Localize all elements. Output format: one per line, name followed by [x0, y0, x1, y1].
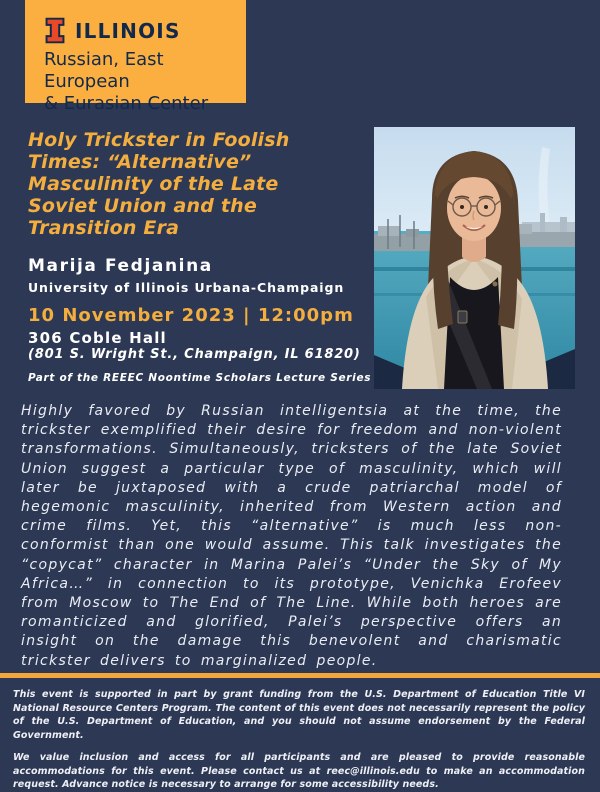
center-name-line1: Russian, East European	[44, 49, 164, 92]
speaker-affiliation: University of Illinois Urbana-Champaign	[28, 280, 345, 295]
series-note: Part of the REEEC Noontime Scholars Lecture Series	[28, 372, 372, 384]
event-venue: 306 Coble Hall	[28, 329, 167, 347]
center-name-line2: & Eurasian Center	[44, 93, 209, 114]
illinois-wordmark: ILLINOIS	[75, 18, 181, 43]
event-address: (801 S. Wright St., Champaign, IL 61820)	[28, 347, 361, 362]
center-name	[44, 49, 246, 115]
accessibility-note: We value inclusion and access for all participants and are pleased to provide reasonable accommodations for this event. Please contact us at reec@illinois.edu to make an accommodation request. Advance notice is necessary to arrange for some accessibility needs.	[13, 752, 585, 790]
lecture-title: Holy Trickster in Foolish Times: “Alternative” Masculinity of the Late Soviet Union and the Transition Era	[28, 129, 290, 239]
reeec-header-badge	[25, 0, 246, 114]
event-date-time: 10 November 2023 | 12:00pm	[28, 305, 354, 326]
funding-disclaimer: This event is supported in part by grant funding from the U.S. Department of Education Title VI National Resource Centers Program. The content of this event does not necessarily represent the policy of the U.S. Department of Education, and you should not assume endorsement by the Federal Government.	[13, 689, 585, 741]
footer	[0, 678, 600, 790]
block-i-icon	[44, 17, 66, 44]
illinois-logo	[44, 17, 246, 44]
speaker-photo	[374, 127, 575, 389]
abstract-text: Highly favored by Russian intelligentsia at the time, the trickster exemplified their desire for freedom and non-violent transformations. Simultaneously, tricksters of the late Soviet Union suggest a particular type of masculinity, which will later be juxtaposed with a crude patriarchal model of hegemonic masculinity, inherited from Western action and crime films. Yet, this “alternative” is much less non-conformist than one would assume. This talk investigates the “copycat” character in Marina Palei’s “Under the Sky of My Africa…” in connection to its prototype, Venichka Erofeev from Moscow to The End of The Line. While both heroes are romanticized and glorified, Palei’s perspective offers an insight on the damage this benevolent and charismatic trickster delivers to marginalized people.	[21, 403, 562, 669]
speaker-name: Marija Fedjanina	[28, 256, 213, 276]
